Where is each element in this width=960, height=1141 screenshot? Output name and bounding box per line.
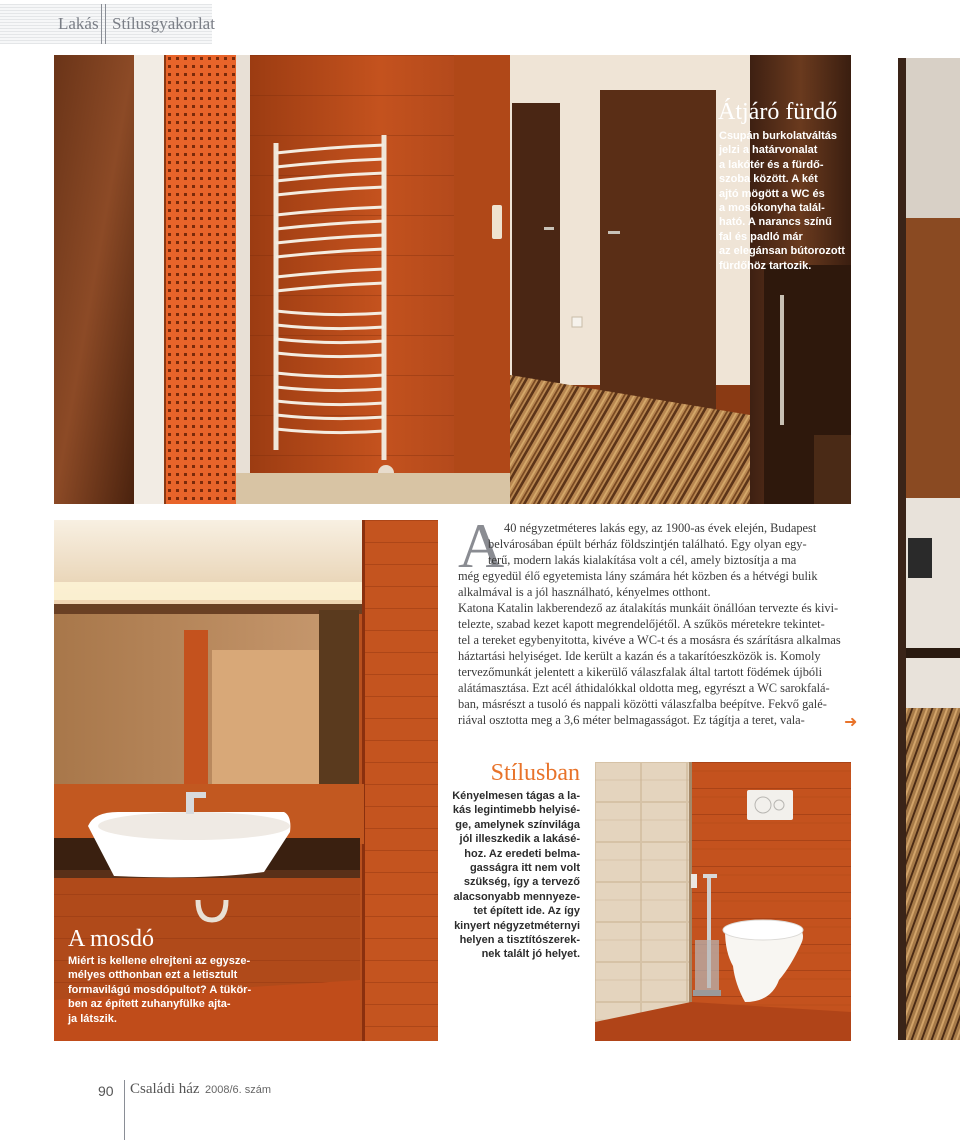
caption-line: Csupán burkolatváltás xyxy=(719,130,837,142)
magazine-name: Családi ház xyxy=(130,1081,200,1097)
caption-line: szoba között. A két xyxy=(719,173,818,186)
section-label: Lakás xyxy=(58,14,99,33)
article-line: riával osztotta meg a 3,6 méter belmagasságot. Ez tágítja a teret, vala- xyxy=(458,713,805,727)
caption-line: kás legintimebb helyisé- xyxy=(452,804,580,817)
caption-body xyxy=(719,129,845,273)
caption-line: hoz. Az eredeti belma- xyxy=(464,847,580,860)
header-divider xyxy=(105,4,106,44)
photo-illustration xyxy=(898,58,960,1040)
caption-line: tet épített ide. Az így xyxy=(473,905,580,918)
caption-title: Stílusban xyxy=(490,760,580,786)
caption-line: jól illeszkedik a lakásé- xyxy=(459,833,580,846)
caption-line: mélyes otthonban ezt a letisztult xyxy=(68,969,238,982)
photo-right-strip xyxy=(898,58,960,1040)
caption-line: ja látszik. xyxy=(68,1012,117,1025)
caption-line: a mosókonyha talál- xyxy=(719,202,825,215)
article-line: Katona Katalin lakberendező az átalakítás munkáit önállóan tervezte és kivi- xyxy=(458,601,839,615)
article-line: alátámasztása. Ezt acél áthidalókkal oldotta meg, egyrészt a WC sarokfalá- xyxy=(458,681,830,695)
photo-sink xyxy=(54,520,438,1041)
caption-body xyxy=(440,789,580,962)
caption-line: ben az épített zuhanyfülke ajta- xyxy=(68,998,231,1011)
photo-bathroom-passage xyxy=(54,55,851,504)
article-line: még egyedül élő egyetemista lány számára hét közben és a hétvégi bulik xyxy=(458,569,818,583)
caption-line: fürdőhöz tartozik. xyxy=(719,259,812,272)
caption-line: szükség, így a tervező xyxy=(463,876,580,889)
article-line: terű, modern lakás kialakítása volt a cél, amely biztosítja a ma xyxy=(488,553,797,567)
caption-line: nek talált jó helyet. xyxy=(481,948,580,961)
drop-cap: A xyxy=(458,510,505,581)
caption-line: formavilágú mosdópultot? A tükör- xyxy=(68,983,252,996)
article-line: tervezőmunkát jelentett a kikerülő válaszfalak által tartott födémek újbóli xyxy=(458,665,823,679)
photo-toilet xyxy=(595,762,851,1041)
caption-line: ajtó mögött a WC és xyxy=(719,187,825,200)
topic-label: Stílusgyakorlat xyxy=(112,14,215,33)
article-line: belvárosában épült bérház földszintjén található. Egy olyan egy- xyxy=(488,537,807,551)
caption-line: a lakótér és a fürdő- xyxy=(719,158,824,171)
caption-line: jelzi a határvonalat xyxy=(719,144,818,157)
page-number: 90 xyxy=(98,1083,114,1099)
photo-illustration xyxy=(595,762,851,1041)
caption-line: kinyert négyzetméternyi xyxy=(454,919,580,932)
caption-line: fal és padló már xyxy=(719,230,803,243)
issue-number: 2008/6. szám xyxy=(205,1084,272,1096)
article-line: 40 négyzetméteres lakás egy, az 1900-as évek elején, Budapest xyxy=(504,521,817,535)
header-divider xyxy=(101,4,102,44)
continue-arrow-icon: ➜ xyxy=(844,712,858,731)
caption-line: ható. A narancs színű xyxy=(719,216,832,229)
article-line: alkalmával is a jól használható, kényelmes otthont. xyxy=(458,585,711,599)
caption-line: alacsonyabb mennyeze- xyxy=(453,890,580,903)
article-line: tel a tereket egybenyitotta, kivéve a WC-t és a mosásra és szárításra alkalmas xyxy=(458,633,841,647)
caption-line: gasságra itt nem volt xyxy=(469,862,580,875)
footer-divider xyxy=(124,1080,125,1140)
article-line: ban, másrészt a tusoló és nappali közötti válaszfalba beépítve. Fekvő galé- xyxy=(458,697,827,711)
caption-line: ge, amelynek színvilága xyxy=(455,818,580,831)
caption-line: Miért is kellene elrejteni az egysze- xyxy=(68,955,251,967)
article-line: háztartási helyiséget. Ide került a kazán és a takarítóeszközök is. Komoly xyxy=(458,649,821,663)
caption-body xyxy=(68,954,251,1026)
caption-title: Átjáró fürdő xyxy=(718,99,838,125)
caption-line: Kényelmesen tágas a la- xyxy=(452,790,580,802)
caption-title: A mosdó xyxy=(68,926,155,952)
caption-line: helyen a tisztítószerek- xyxy=(459,934,580,947)
article-line: telezte, szabad kezet kapott megrendelőjétől. A szűkös méretekre tekintet- xyxy=(458,617,825,631)
caption-line: az elegánsan bútorozott xyxy=(719,245,845,258)
